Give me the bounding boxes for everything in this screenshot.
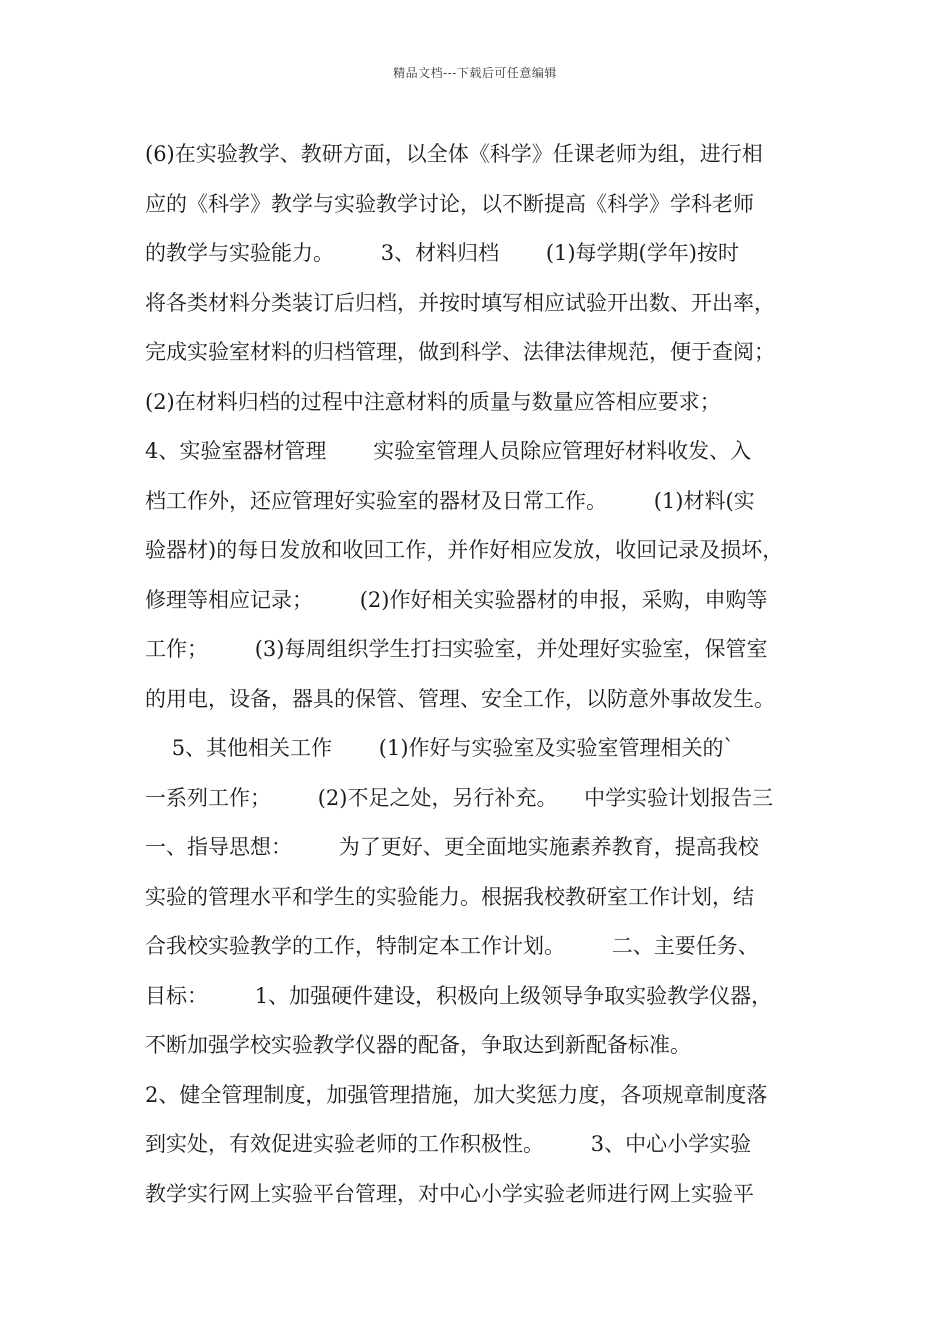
text-line: 修理等相应记录； (2)作好相关实验器材的申报，采购，申购等	[145, 587, 768, 612]
text-line: 的用电，设备，器具的保管、管理、安全工作，以防意外事故发生。	[145, 686, 775, 711]
text-line: 完成实验室材料的归档管理，做到科学、法律法律规范，便于查阅；	[145, 340, 775, 364]
text-line: (6)在实验教学、教研方面，以全体《科学》任课老师为组，进行相	[145, 142, 763, 166]
text-line: 一、指导思想： 为了更好、更全面地实施素养教育，提高我校	[145, 835, 759, 859]
text-line: 目标： 1、加强硬件建设，积极向上级领导争取实验教学仪器，	[145, 983, 773, 1008]
text-line: 5、其他相关工作 (1)作好与实验室及实验室管理相关的`	[145, 736, 735, 760]
text-line: 到实处，有效促进实验老师的工作积极性。 3、中心小学实验	[145, 1132, 752, 1156]
text-line: 合我校实验教学的工作，特制定本工作计划。 二、主要任务、	[145, 934, 759, 958]
text-line: 一系列工作； (2)不足之处，另行补充。 中学实验计划报告三	[145, 785, 774, 810]
text-line: 将各类材料分类装订后归档，并按时填写相应试验开出数、开出率，	[145, 290, 775, 315]
document-body	[145, 130, 825, 1219]
text-line: 教学实行网上实验平台管理，对中心小学实验老师进行网上实验平	[145, 1181, 754, 1206]
page-header: 精品文档---下载后可任意编辑	[393, 66, 557, 80]
text-line: 4、实验室器材管理 实验室管理人员除应管理好材料收发、入	[145, 439, 752, 463]
text-line: 验器材)的每日发放和收回工作，并作好相应发放，收回记录及损坏，	[145, 538, 784, 562]
text-line: 档工作外，还应管理好实验室的器材及日常工作。 (1)材料(实	[145, 488, 755, 513]
text-line: 实验的管理水平和学生的实验能力。根据我校教研室工作计划，结	[145, 884, 754, 909]
text-line: 工作； (3)每周组织学生打扫实验室，并处理好实验室，保管室	[145, 637, 768, 661]
text-line: 2、健全管理制度，加强管理措施，加大奖惩力度，各项规章制度落	[145, 1082, 768, 1107]
text-line: 应的《科学》教学与实验教学讨论，以不断提高《科学》学科老师	[145, 191, 754, 216]
text-line: (2)在材料归档的过程中注意材料的质量与数量应答相应要求；	[145, 389, 721, 414]
text-line: 不断加强学校实验教学仪器的配备，争取达到新配备标准。	[145, 1033, 691, 1057]
text-line: 的教学与实验能力。 3、材料归档 (1)每学期(学年)按时	[145, 241, 739, 265]
